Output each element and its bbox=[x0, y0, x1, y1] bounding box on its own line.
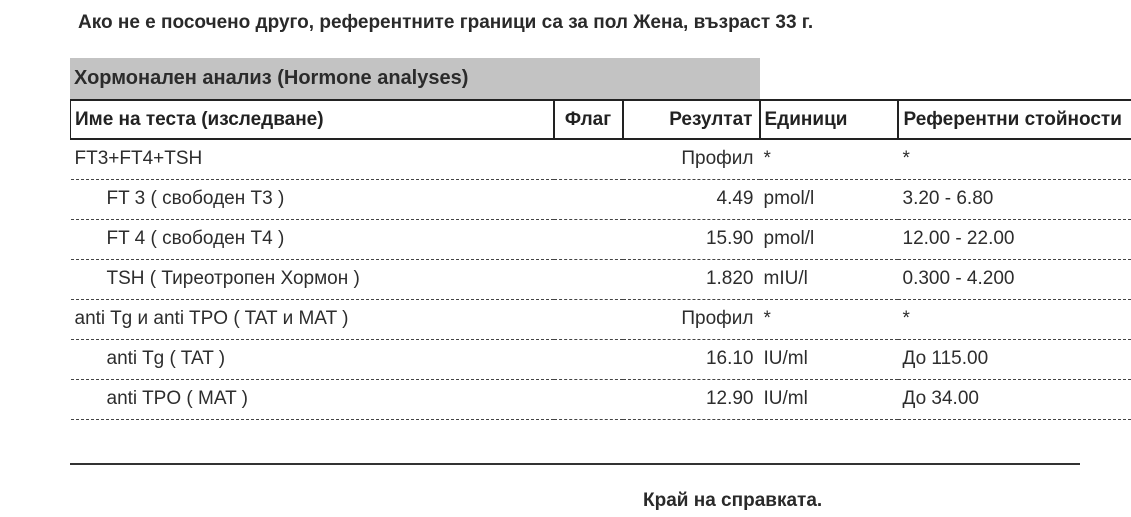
reference-cell: До 115.00 bbox=[898, 339, 1131, 379]
section-title: Хормонален анализ (Hormone analyses) bbox=[70, 58, 760, 99]
table-header-row bbox=[71, 100, 1131, 139]
test-name-cell: FT3+FT4+TSH bbox=[71, 139, 554, 179]
header-reference: Референтни стойности bbox=[898, 100, 1131, 139]
results-table-wrapper bbox=[70, 99, 1122, 420]
test-name-cell: anti Tg ( TAT ) bbox=[71, 339, 554, 379]
header-units: Единици bbox=[760, 100, 898, 139]
units-cell: mIU/l bbox=[760, 259, 898, 299]
header-flag: Флаг bbox=[554, 100, 623, 139]
flag-cell bbox=[554, 339, 623, 379]
table-row bbox=[71, 339, 1131, 379]
table-row bbox=[71, 219, 1131, 259]
result-cell: 1.820 bbox=[623, 259, 760, 299]
header-test-name: Име на теста (изследване) bbox=[71, 100, 554, 139]
end-of-report-note: Край на справката. bbox=[643, 490, 823, 511]
reference-cell: 12.00 - 22.00 bbox=[898, 219, 1131, 259]
result-cell: 4.49 bbox=[623, 179, 760, 219]
results-table bbox=[70, 99, 1131, 420]
result-cell: 16.10 bbox=[623, 339, 760, 379]
flag-cell bbox=[554, 139, 623, 179]
reference-cell: * bbox=[898, 299, 1131, 339]
table-row bbox=[71, 139, 1131, 179]
test-name-cell: anti TPO ( MAT ) bbox=[71, 379, 554, 419]
table-row bbox=[71, 179, 1131, 219]
flag-cell bbox=[554, 299, 623, 339]
table-row bbox=[71, 299, 1131, 339]
result-cell: Профил bbox=[623, 299, 760, 339]
flag-cell bbox=[554, 379, 623, 419]
flag-cell bbox=[554, 259, 623, 299]
flag-cell bbox=[554, 219, 623, 259]
units-cell: pmol/l bbox=[760, 219, 898, 259]
reference-cell: 3.20 - 6.80 bbox=[898, 179, 1131, 219]
units-cell: IU/ml bbox=[760, 379, 898, 419]
result-cell: 15.90 bbox=[623, 219, 760, 259]
test-name-cell: anti Tg и anti TPO ( TAT и MAT ) bbox=[71, 299, 554, 339]
header-result: Резултат bbox=[623, 100, 760, 139]
table-body bbox=[71, 139, 1131, 419]
reference-cell: 0.300 - 4.200 bbox=[898, 259, 1131, 299]
units-cell: * bbox=[760, 299, 898, 339]
table-row bbox=[71, 259, 1131, 299]
reference-cell: * bbox=[898, 139, 1131, 179]
table-row bbox=[71, 379, 1131, 419]
units-cell: pmol/l bbox=[760, 179, 898, 219]
bottom-divider bbox=[70, 463, 1080, 465]
units-cell: * bbox=[760, 139, 898, 179]
result-cell: 12.90 bbox=[623, 379, 760, 419]
test-name-cell: FT 4 ( свободен T4 ) bbox=[71, 219, 554, 259]
units-cell: IU/ml bbox=[760, 339, 898, 379]
flag-cell bbox=[554, 179, 623, 219]
result-cell: Профил bbox=[623, 139, 760, 179]
test-name-cell: TSH ( Тиреотропен Хормон ) bbox=[71, 259, 554, 299]
reference-cell: До 34.00 bbox=[898, 379, 1131, 419]
test-name-cell: FT 3 ( свободен T3 ) bbox=[71, 179, 554, 219]
reference-note: Ако не е посочено друго, референтните граници са за пол Жена, възраст 33 г. bbox=[78, 12, 814, 33]
